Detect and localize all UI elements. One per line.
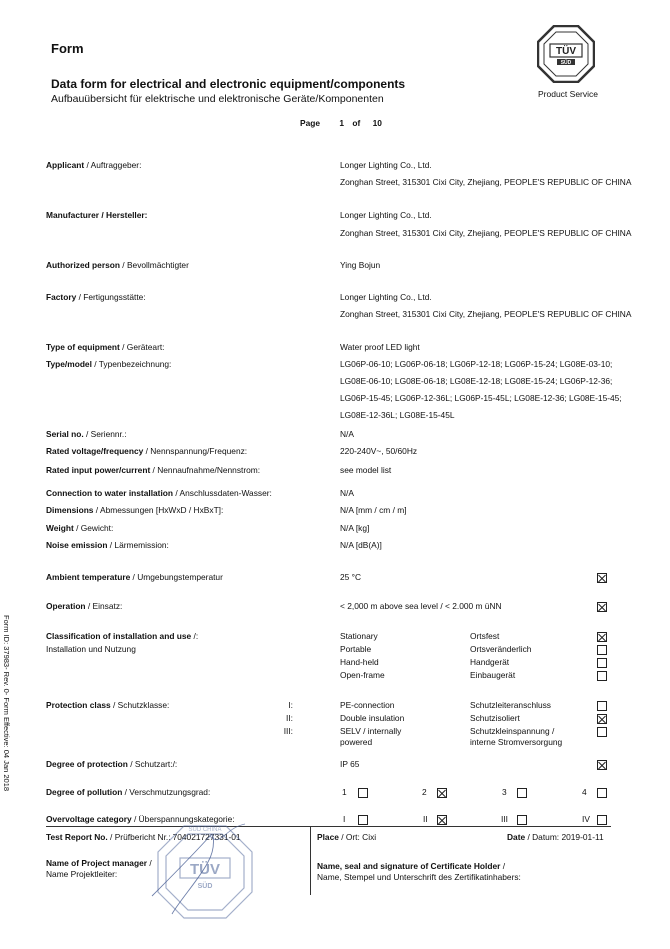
overvoltage-option: I	[343, 814, 346, 824]
class-option-en: Portable	[340, 644, 372, 654]
serial-label: Serial no. / Seriennr.:	[46, 429, 127, 439]
ambient-label: Ambient temperature / Umgebungstemperatur	[46, 572, 223, 582]
manufacturer-address: Zonghan Street, 315301 Cixi City, Zhejiang, PEOPLE'S REPUBLIC OF CHINA	[340, 228, 632, 238]
overvoltage-2-checkbox[interactable]	[437, 815, 447, 825]
manufacturer-label: Manufacturer / Hersteller:	[46, 210, 148, 220]
class-option-de: Ortsveränderlich	[470, 644, 532, 654]
pollution-option: 1	[342, 787, 347, 797]
logo-caption: Product Service	[538, 89, 598, 99]
place-field: Place / Ort: Cixi	[317, 832, 377, 842]
classification-label-de: Installation und Nutzung	[46, 644, 136, 654]
project-manager-label: Name of Project manager /	[46, 858, 152, 868]
weight-value: N/A [kg]	[340, 523, 370, 533]
form-id-note: Form ID: 37983- Rev. 0- Form Effective: 04 Jan 2018	[2, 615, 11, 792]
protection-num: I:	[288, 700, 293, 710]
serial-value: N/A	[340, 429, 354, 439]
logo-sub: SÜD	[560, 60, 572, 66]
authorized-value: Ying Bojun	[340, 260, 381, 270]
ambient-checkbox[interactable]	[597, 573, 607, 583]
equipment-type-label: Type of equipment / Geräteart:	[46, 342, 165, 352]
factory-name: Longer Lighting Co., Ltd.	[340, 292, 432, 302]
pollution-1-checkbox[interactable]	[358, 788, 368, 798]
pollution-label: Degree of pollution / Verschmutzungsgrad:	[46, 787, 211, 797]
applicant-name: Longer Lighting Co., Ltd.	[340, 160, 432, 170]
certificate-holder-label: Name, seal and signature of Certificate Holder /	[317, 861, 506, 871]
class-option-de: Handgerät	[470, 657, 510, 667]
rated-voltage-label: Rated voltage/frequency / Nennspannung/Frequenz:	[46, 446, 248, 456]
class-portable-checkbox[interactable]	[597, 645, 607, 655]
tuv-logo	[537, 25, 595, 83]
rated-voltage-value: 220-240V~, 50/60Hz	[340, 446, 418, 456]
protection-class3-checkbox[interactable]	[597, 727, 607, 737]
type-model-line: LG06P-15-45; LG06P-12-36L; LG06P-15-45L; LG08E-12-36; LG08E-15-45;	[340, 393, 622, 403]
protection-option-en2: powered	[340, 737, 373, 747]
authorized-label: Authorized person / Bevollmächtigter	[46, 260, 189, 270]
certificate-holder-label-de: Name, Stempel und Unterschrift des Zertifikatinhabers:	[317, 872, 521, 882]
applicant-address: Zonghan Street, 315301 Cixi City, Zhejiang, PEOPLE'S REPUBLIC OF CHINA	[340, 177, 632, 187]
logo-text: TÜV	[556, 46, 576, 57]
stamp-ring-text: SÜD CHINA	[188, 827, 222, 833]
noise-label: Noise emission / Lärmemission:	[46, 540, 169, 550]
degree-protection-label: Degree of protection / Schutzart:/:	[46, 759, 178, 769]
page-label: Page	[300, 118, 321, 128]
factory-label: Factory / Fertigungsstätte:	[46, 292, 146, 302]
degree-protection-checkbox[interactable]	[597, 760, 607, 770]
protection-num: II:	[286, 713, 293, 723]
class-option-en: Hand-held	[340, 657, 379, 667]
page-of: of	[352, 118, 361, 128]
protection-num: III:	[283, 726, 293, 736]
pollution-2-checkbox[interactable]	[437, 788, 447, 798]
type-model-line: LG08E-06-10; LG08E-06-18; LG08E-12-18; LG08E-15-24; LG06P-12-36;	[340, 376, 613, 386]
protection-option-en: PE-connection	[340, 700, 395, 710]
ambient-value: 25 °C	[340, 572, 362, 582]
overvoltage-option: II	[423, 814, 428, 824]
test-report-label: Test Report No. / Prüfbericht Nr.: 704021727331-01	[46, 832, 241, 842]
overvoltage-option: III	[501, 814, 508, 824]
project-manager-label-de: Name Projektleiter:	[46, 869, 118, 879]
protection-option-de: Schutzkleinspannung /	[470, 726, 555, 736]
form-title: Form	[51, 41, 84, 56]
pollution-option: 2	[422, 787, 427, 797]
type-model-line: LG08E-12-36L; LG08E-15-45L	[340, 410, 455, 420]
rated-input-value: see model list	[340, 465, 392, 475]
class-handheld-checkbox[interactable]	[597, 658, 607, 668]
water-connection-label: Connection to water installation / Anschlussdaten-Wasser:	[46, 488, 272, 498]
page-number: 1	[339, 118, 345, 128]
page-indicator	[300, 118, 382, 129]
weight-label: Weight / Gewicht:	[46, 523, 114, 533]
noise-value: N/A [dB(A)]	[340, 540, 382, 550]
overvoltage-4-checkbox[interactable]	[597, 815, 607, 825]
type-model-label: Type/model / Typenbezeichnung:	[46, 359, 172, 369]
pollution-option: 4	[582, 787, 587, 797]
operation-label: Operation / Einsatz:	[46, 601, 123, 611]
operation-value: < 2,000 m above sea level / < 2.000 m üNN	[340, 601, 502, 611]
footer-divider	[46, 826, 611, 827]
protection-class-label: Protection class / Schutzklasse:	[46, 700, 170, 710]
pollution-option: 3	[502, 787, 507, 797]
rated-input-label: Rated input power/current / Nennaufnahme/Nennstrom:	[46, 465, 261, 475]
factory-address: Zonghan Street, 315301 Cixi City, Zhejiang, PEOPLE'S REPUBLIC OF CHINA	[340, 309, 632, 319]
applicant-label: Applicant / Auftraggeber:	[46, 160, 142, 170]
equipment-type-value: Water proof LED light	[340, 342, 420, 352]
protection-option-de: Schutzleiteranschluss	[470, 700, 551, 710]
overvoltage-1-checkbox[interactable]	[358, 815, 368, 825]
class-stationary-checkbox[interactable]	[597, 632, 607, 642]
page-total: 10	[372, 118, 382, 128]
water-connection-value: N/A	[340, 488, 354, 498]
manufacturer-name: Longer Lighting Co., Ltd.	[340, 210, 432, 220]
stamp-text: TÜV	[190, 861, 220, 878]
overvoltage-label: Overvoltage category / Überspannungskategorie:	[46, 814, 235, 824]
dimensions-value: N/A [mm / cm / m]	[340, 505, 407, 515]
date-field: Date / Datum: 2019-01-11	[507, 832, 604, 842]
overvoltage-3-checkbox[interactable]	[517, 815, 527, 825]
dimensions-label: Dimensions / Abmessungen [HxWxD / HxBxT]:	[46, 505, 224, 515]
classification-label: Classification of installation and use /:	[46, 631, 199, 641]
degree-protection-value: IP 65	[340, 759, 360, 769]
pollution-3-checkbox[interactable]	[517, 788, 527, 798]
stamp-sub: SÜD	[197, 883, 213, 890]
type-model-line: LG06P-06-10; LG06P-06-18; LG06P-12-18; LG06P-15-24; LG08E-03-10;	[340, 359, 613, 369]
document-title-en: Data form for electrical and electronic equipment/components	[51, 77, 406, 91]
protection-class2-checkbox[interactable]	[597, 714, 607, 724]
document-title-de: Aufbauübersicht für elektrische und elektronische Geräte/Komponenten	[51, 93, 384, 105]
class-option-de: Einbaugerät	[470, 670, 516, 680]
protection-option-de2: interne Stromversorgung	[470, 737, 563, 747]
overvoltage-option: IV	[582, 814, 590, 824]
protection-option-en: SELV / internally	[340, 726, 402, 736]
class-option-en: Stationary	[340, 631, 378, 641]
tuv-stamp	[150, 818, 260, 923]
footer-vertical-divider	[310, 827, 311, 895]
operation-checkbox[interactable]	[597, 602, 607, 612]
class-option-de: Ortsfest	[470, 631, 500, 641]
class-option-en: Open-frame	[340, 670, 385, 680]
protection-option-en: Double insulation	[340, 713, 405, 723]
class-openframe-checkbox[interactable]	[597, 671, 607, 681]
pollution-4-checkbox[interactable]	[597, 788, 607, 798]
protection-option-de: Schutzisoliert	[470, 713, 520, 723]
protection-class1-checkbox[interactable]	[597, 701, 607, 711]
